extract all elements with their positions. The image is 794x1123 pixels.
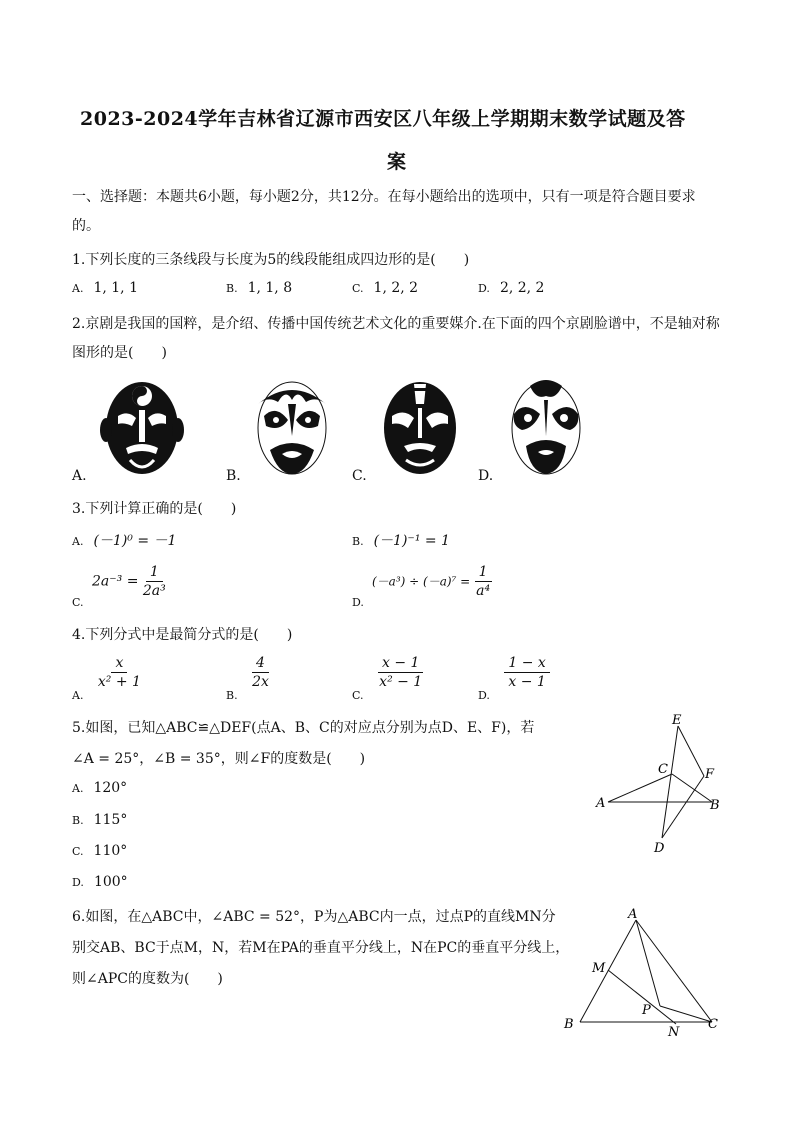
frac-den: 2x <box>252 674 269 690</box>
option-label: A. <box>72 688 84 702</box>
point-label-c: C <box>708 1017 718 1032</box>
option-label: B. <box>72 814 84 827</box>
point-label-a: A <box>628 907 638 922</box>
option-label: D. <box>478 282 490 295</box>
frac-den: x² − 1 <box>379 674 423 690</box>
q3-stem: 3.下列计算正确的是( ) <box>72 501 237 517</box>
option-label: A. <box>72 782 84 795</box>
option-label: C. <box>72 845 84 858</box>
option-text: 115° <box>93 812 128 828</box>
frac-num: 1 − x <box>504 655 549 673</box>
point-label-d: D <box>654 841 665 856</box>
q2-option-d-label[interactable]: D. <box>478 468 494 484</box>
q5-option-d[interactable] <box>72 874 128 890</box>
expr-lhs: 2a⁻³ = <box>92 573 139 590</box>
q6-stem-line3: 则∠APC的度数为( ) <box>72 971 223 987</box>
point-label-n: N <box>668 1025 680 1040</box>
option-label: D. <box>478 688 490 702</box>
q1-option-d[interactable] <box>478 280 544 296</box>
option-text: 120° <box>93 780 128 796</box>
option-label: C. <box>352 688 364 702</box>
q4-option-a[interactable] <box>72 655 141 702</box>
option-label: A. <box>72 282 84 295</box>
segment-ed <box>662 726 678 838</box>
frac-den: x − 1 <box>508 674 546 690</box>
option-text: 100° <box>93 874 128 890</box>
option-text: 2, 2, 2 <box>499 280 545 296</box>
frac-den: x² + 1 <box>97 674 141 690</box>
segment-pc <box>660 1006 712 1022</box>
q2-stem-line2: 图形的是( ) <box>72 345 167 361</box>
option-text: 1, 1, 1 <box>93 280 138 296</box>
option-text: 1, 2, 2 <box>373 280 419 296</box>
q2-stem-line1: 2.京剧是我国的国粹，是介绍、传播中国传统艺术文化的重要媒介.在下面的四个京剧脸谱中，不是轴对称 <box>72 316 720 332</box>
q1-option-b[interactable] <box>226 280 292 296</box>
q3-option-c-label <box>72 594 94 610</box>
point-label-a: A <box>596 796 606 811</box>
q5-option-c[interactable] <box>72 843 127 859</box>
option-label[interactable]: C. <box>72 596 84 609</box>
opera-mask-d-image[interactable] <box>500 374 592 478</box>
segment-df <box>662 776 704 838</box>
option-label: C. <box>352 282 364 295</box>
point-label-f: F <box>705 767 715 782</box>
option-text: 1, 1, 8 <box>247 280 293 296</box>
option-text: (－1)⁻¹ = 1 <box>373 533 450 549</box>
point-label-m: M <box>592 961 606 976</box>
option-label: B. <box>352 535 364 548</box>
q1-option-a[interactable] <box>72 280 138 296</box>
opera-mask-b-image[interactable] <box>246 374 338 478</box>
q2-option-b-label[interactable]: B. <box>226 468 241 484</box>
opera-mask-c-image[interactable] <box>374 374 466 478</box>
q4-option-d[interactable] <box>478 655 550 702</box>
q5-option-b[interactable] <box>72 812 127 828</box>
q4-option-c[interactable] <box>352 655 423 702</box>
point-label-b: B <box>710 798 720 813</box>
q3-option-d-label <box>352 594 374 610</box>
option-text: (－1)⁰ = －1 <box>93 533 177 549</box>
option-label: A. <box>72 535 84 548</box>
q6-stem-line2: 别交AB、BC于点M，N，若M在PA的垂直平分线上，N在PC的垂直平分线上， <box>72 940 570 956</box>
page-title-line1: 2023-2024学年吉林省辽源市西安区八年级上学期期末数学试题及答 <box>80 108 686 130</box>
q3-option-b[interactable] <box>352 530 450 550</box>
expr-lhs: (－a³) ÷ (－a)⁷ = <box>372 574 471 589</box>
q5-stem-line2: ∠A = 25°，∠B = 35°，则∠F的度数是( ) <box>72 751 366 767</box>
segment-ac <box>608 774 672 802</box>
option-label: B. <box>226 688 238 702</box>
opera-mask-a-image[interactable] <box>96 374 188 478</box>
segment-ef <box>678 726 704 776</box>
q4-stem: 4.下列分式中是最简分式的是( ) <box>72 627 293 643</box>
frac-den: a⁴ <box>476 583 491 599</box>
q5-stem-line1: 5.如图，已知△ABC≌△DEF(点A、B、C的对应点分别为点D、E、F)，若 <box>72 720 535 736</box>
point-label-e: E <box>672 713 682 728</box>
q6-stem-line1: 6.如图，在△ABC中，∠ABC = 52°，P为△ABC内一点，过点P的直线MN分 <box>72 909 556 925</box>
frac-num: x − 1 <box>378 655 423 673</box>
option-label: B. <box>226 282 238 295</box>
frac-num: 4 <box>252 655 269 673</box>
q2-option-c-label[interactable]: C. <box>352 468 367 484</box>
q2-option-a-label[interactable]: A. <box>72 468 87 484</box>
frac-num: 1 <box>146 564 163 582</box>
option-label: D. <box>72 876 84 889</box>
frac-num: 1 <box>475 564 492 582</box>
option-label[interactable]: D. <box>352 596 364 609</box>
point-label-p: P <box>642 1003 651 1018</box>
page-title-line2: 案 <box>387 151 407 173</box>
q4-option-b[interactable] <box>226 655 269 702</box>
segment-ap <box>636 920 660 1006</box>
frac-num: x <box>111 655 127 673</box>
option-text: 110° <box>93 843 128 859</box>
q3-option-d-expr[interactable] <box>372 564 492 599</box>
section-instructions-line1: 一、选择题：本题共6小题，每小题2分，共12分。在每小题给出的选项中，只有一项是符合题目要求 <box>72 189 696 205</box>
q3-option-a[interactable] <box>72 530 176 550</box>
q1-option-c[interactable] <box>352 280 418 296</box>
frac-den: 2a³ <box>142 583 166 599</box>
q5-figure-diagram <box>588 712 728 860</box>
q3-option-c-expr[interactable] <box>92 564 166 599</box>
point-label-c: C <box>658 762 668 777</box>
point-label-b: B <box>564 1017 574 1032</box>
section-instructions-line2: 的。 <box>72 218 100 234</box>
q6-figure-diagram <box>556 904 736 1044</box>
segment-ab <box>580 920 636 1022</box>
q1-stem: 1.下列长度的三条线段与长度为5的线段能组成四边形的是( ) <box>72 252 470 268</box>
q5-option-a[interactable] <box>72 780 127 796</box>
